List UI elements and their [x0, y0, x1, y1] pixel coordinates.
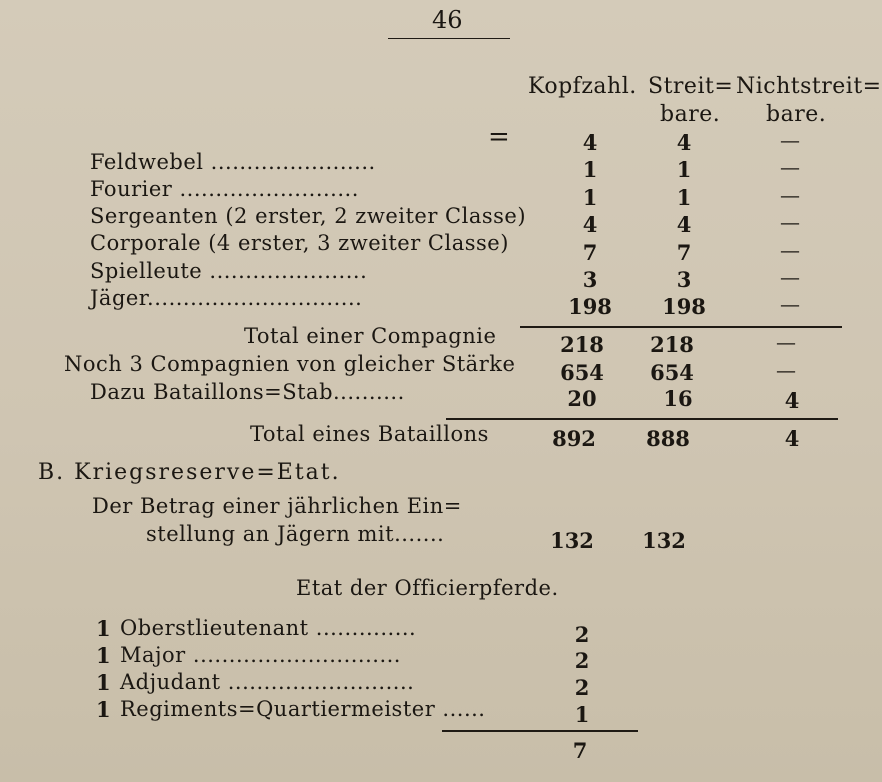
row-label-sergeanten: Sergeanten (2 erster, 2 zweiter Classe) — [90, 204, 527, 228]
cell-streitbare: 132 — [642, 528, 686, 553]
horse-value: 2 — [574, 675, 590, 700]
cell-nichtstreitbare: — — [780, 155, 800, 179]
horse-value: 1 — [574, 702, 590, 727]
cell-nichtstreitbare: 4 — [784, 388, 800, 413]
cell-streitbare: 4 — [676, 212, 692, 237]
column-header-kopfzahl: Kopfzahl. — [528, 74, 637, 99]
cell-streitbare: 654 — [650, 360, 694, 385]
cell-nichtstreitbare: — — [776, 358, 796, 382]
cell-kopfzahl: 654 — [560, 360, 604, 385]
column-header-nichtstreitbare-2: bare. — [766, 102, 827, 127]
total-battalion-label: Total eines Bataillons — [250, 422, 489, 446]
column-header-nichtstreitbare-1: Nichtstreit= — [736, 74, 882, 99]
reserve-text-line-2: stellung an Jägern mit....... — [146, 522, 445, 546]
cell-kopfzahl: 1 — [582, 157, 598, 182]
horses-heading: Etat der Officierpferde. — [296, 576, 559, 600]
column-header-streitbare-2: bare. — [660, 102, 721, 127]
cell-streitbare: 4 — [676, 130, 692, 155]
row-label-jaeger: Jäger.............................. — [90, 286, 363, 310]
column-header-streitbare-1: Streit= — [648, 74, 734, 99]
horses-total-rule — [442, 730, 638, 732]
cell-streitbare: 1 — [676, 157, 692, 182]
cell-kopfzahl: 1 — [582, 185, 598, 210]
total-company-label: Total einer Compagnie — [244, 324, 497, 348]
horse-count: 1 — [96, 670, 112, 695]
subtotal-rule — [520, 326, 842, 328]
horse-label-oberstlieutenant: Oberstlieutenant .............. — [120, 616, 417, 640]
cell-kopfzahl: 218 — [560, 332, 604, 357]
equals-mark: = — [488, 122, 510, 152]
page-number: 46 — [432, 6, 463, 34]
cell-streitbare: 888 — [646, 426, 690, 451]
three-companies-label: Noch 3 Compagnien von gleicher Stärke — [64, 352, 516, 376]
cell-streitbare: 1 — [676, 185, 692, 210]
cell-kopfzahl: 20 — [567, 386, 597, 411]
cell-nichtstreitbare: — — [780, 128, 800, 152]
cell-streitbare: 16 — [663, 386, 693, 411]
total-rule — [446, 418, 838, 420]
horse-value: 2 — [574, 648, 590, 673]
cell-nichtstreitbare: — — [780, 292, 800, 316]
horse-value: 2 — [574, 622, 590, 647]
staff-label: Dazu Bataillons=Stab.......... — [90, 380, 405, 404]
reserve-text-line-1: Der Betrag einer jährlichen Ein= — [92, 494, 462, 518]
horse-count: 1 — [96, 643, 112, 668]
cell-nichtstreitbare: — — [780, 265, 800, 289]
cell-nichtstreitbare: — — [776, 330, 796, 354]
row-label-fourier: Fourier ......................... — [90, 177, 359, 201]
horse-label-major: Major ............................. — [120, 643, 401, 667]
page-number-underline — [388, 38, 510, 39]
row-label-feldwebel: Feldwebel ....................... — [90, 150, 376, 174]
cell-streitbare: 7 — [676, 240, 692, 265]
cell-kopfzahl: 4 — [582, 212, 598, 237]
cell-nichtstreitbare: 4 — [784, 426, 800, 451]
horse-count: 1 — [96, 697, 112, 722]
cell-kopfzahl: 198 — [568, 294, 612, 319]
horse-label-adjudant: Adjudant .......................... — [120, 670, 415, 694]
cell-kopfzahl: 892 — [552, 426, 596, 451]
cell-streitbare: 218 — [650, 332, 694, 357]
cell-nichtstreitbare: — — [780, 183, 800, 207]
cell-kopfzahl: 4 — [582, 130, 598, 155]
cell-kopfzahl: 7 — [582, 240, 598, 265]
row-label-corporale: Corporale (4 erster, 3 zweiter Classe) — [90, 231, 509, 255]
horse-count: 1 — [96, 616, 112, 641]
cell-streitbare: 198 — [662, 294, 706, 319]
section-b-heading: B. Kriegsreserve=Etat. — [38, 460, 341, 485]
cell-nichtstreitbare: — — [780, 238, 800, 262]
horses-total: 7 — [572, 738, 588, 763]
cell-nichtstreitbare: — — [780, 210, 800, 234]
cell-streitbare: 3 — [676, 267, 692, 292]
cell-kopfzahl: 3 — [582, 267, 598, 292]
cell-kopfzahl: 132 — [550, 528, 594, 553]
row-label-spielleute: Spielleute ...................... — [90, 259, 368, 283]
horse-label-quartiermeister: Regiments=Quartiermeister ...... — [120, 697, 486, 721]
